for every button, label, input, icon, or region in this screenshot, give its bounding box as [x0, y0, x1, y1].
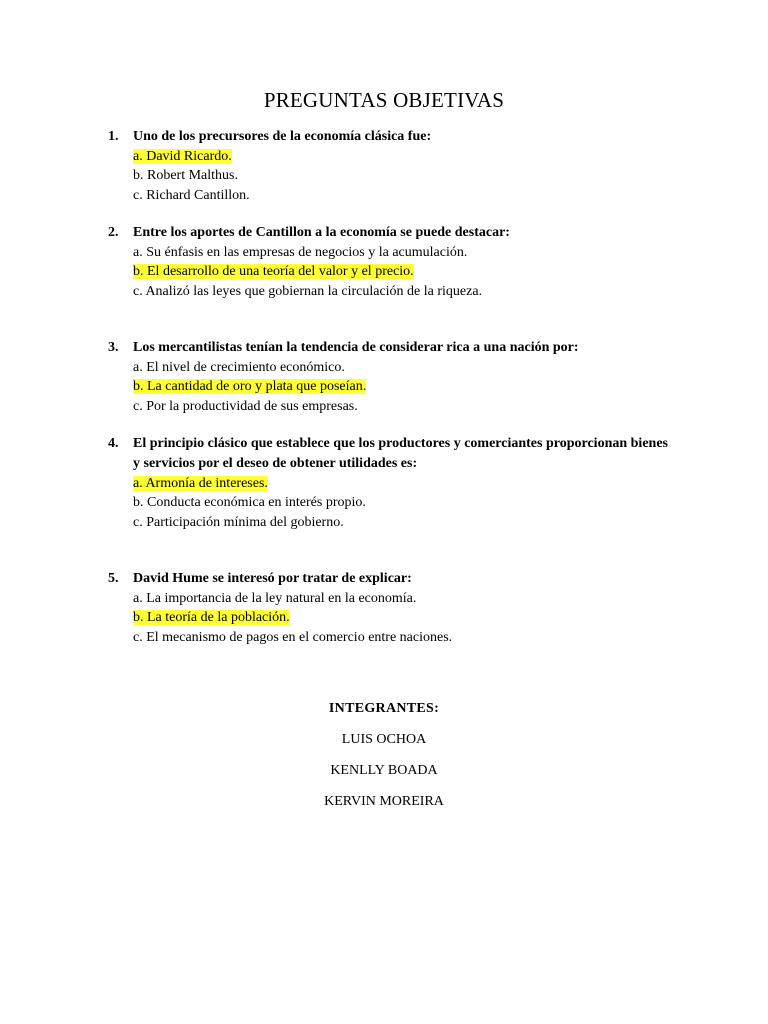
- question-number: 5.: [108, 571, 119, 586]
- option-text: c. Analizó las leyes que gobiernan la circulación de la riqueza.: [133, 283, 483, 299]
- option-text: a. Su énfasis en las empresas de negocios y la acumulación.: [133, 245, 468, 260]
- question-1: [108, 127, 668, 205]
- option-a: [108, 474, 668, 493]
- option-text: c. Richard Cantillon.: [133, 187, 250, 203]
- highlighted-answer: a. David Ricardo.: [133, 149, 232, 164]
- option-a: [108, 147, 668, 166]
- member-name: KERVIN MOREIRA: [324, 794, 444, 809]
- question-2: [108, 223, 668, 301]
- member-name: KENLLY BOADA: [330, 763, 438, 778]
- option-b: [108, 377, 668, 396]
- page-title: PREGUNTAS OBJETIVAS: [263, 88, 505, 112]
- option-c: [108, 513, 668, 532]
- option-text: c. Participación mínima del gobierno.: [133, 514, 344, 530]
- highlighted-answer: b. El desarrollo de una teoría del valor y el precio.: [133, 264, 414, 280]
- option-b: [108, 166, 668, 185]
- question-number: 1.: [108, 129, 119, 144]
- option-c: [108, 628, 668, 647]
- question-number: 3.: [108, 340, 119, 355]
- question-number: 4.: [108, 436, 119, 451]
- question-number: 2.: [108, 225, 119, 240]
- highlighted-answer: a. Armonía de intereses.: [133, 476, 268, 491]
- members-heading: INTEGRANTES:: [328, 701, 440, 716]
- question-label: El principio clásico que establece que los productores y comerciantes proporcionan bienes y servicios por el deseo de obtener utilidades es:: [133, 436, 668, 471]
- option-a: [108, 589, 668, 608]
- question-label: Uno de los precursores de la economía clásica fue:: [133, 129, 432, 144]
- option-text: a. El nivel de crecimiento económico.: [133, 360, 345, 375]
- question-text: [108, 338, 668, 358]
- option-a: [108, 243, 668, 262]
- question-4: [108, 434, 668, 532]
- highlighted-answer: b. La teoría de la población.: [133, 610, 290, 626]
- question-3: [108, 338, 668, 416]
- question-label: David Hume se interesó por tratar de explicar:: [133, 571, 412, 586]
- option-b: [108, 608, 668, 627]
- question-label: Entre los aportes de Cantillon a la economía se puede destacar:: [133, 225, 510, 240]
- option-text: c. El mecanismo de pagos en el comercio entre naciones.: [133, 629, 453, 645]
- option-b: [108, 262, 668, 281]
- option-text: b. Robert Malthus.: [133, 168, 238, 184]
- option-c: [108, 186, 668, 205]
- question-5: [108, 569, 668, 647]
- members-section: [0, 699, 768, 812]
- question-label: Los mercantilistas tenían la tendencia de considerar rica a una nación por:: [133, 340, 579, 355]
- option-text: b. Conducta económica en interés propio.: [133, 495, 366, 511]
- option-b: [108, 493, 668, 512]
- member-name: LUIS OCHOA: [341, 732, 427, 747]
- option-a: [108, 358, 668, 377]
- question-text: [108, 127, 668, 147]
- highlighted-answer: b. La cantidad de oro y plata que poseían.: [133, 379, 367, 395]
- option-text: c. Por la productividad de sus empresas.: [133, 398, 358, 414]
- question-text: [108, 434, 668, 474]
- question-text: [108, 223, 668, 243]
- option-c: [108, 397, 668, 416]
- option-c: [108, 282, 668, 301]
- option-text: a. La importancia de la ley natural en la economía.: [133, 591, 417, 606]
- question-text: [108, 569, 668, 589]
